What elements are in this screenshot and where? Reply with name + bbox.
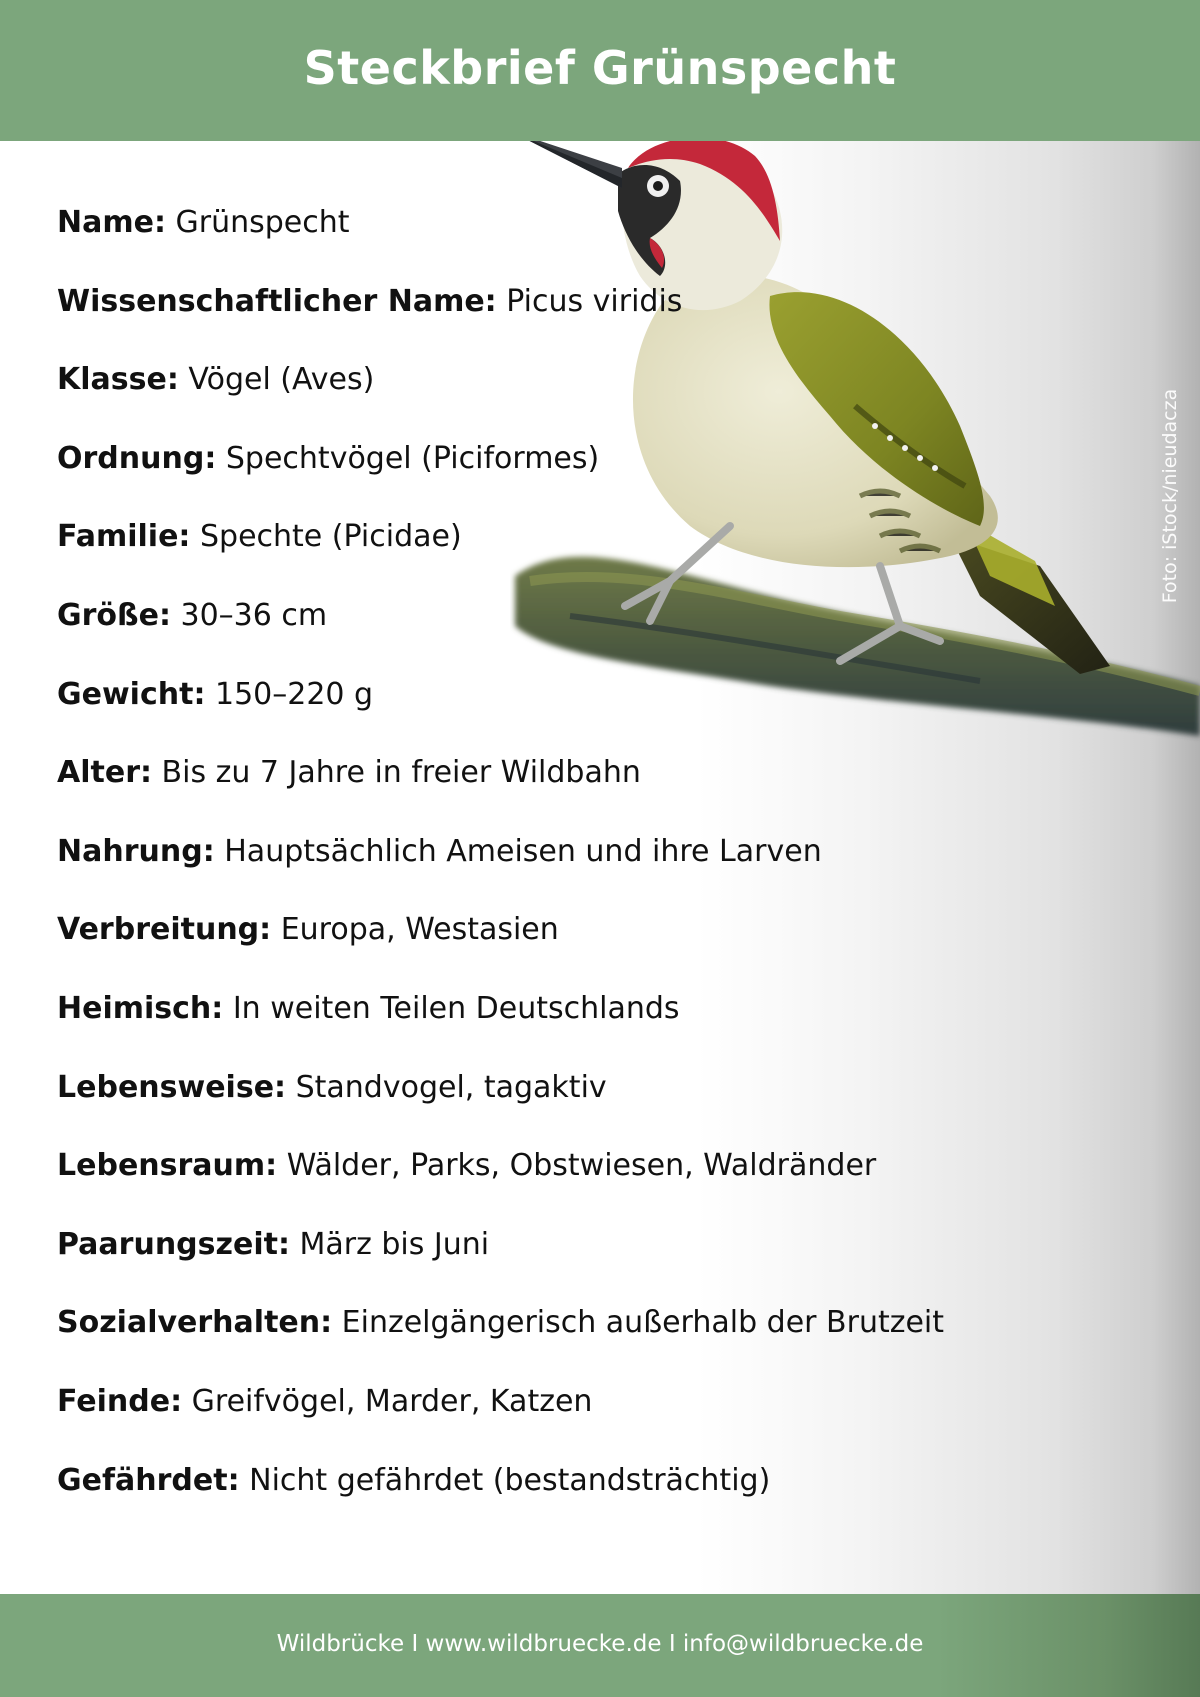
fact-value: Standvogel, tagaktiv	[295, 1069, 607, 1105]
fact-label: Ordnung:	[57, 440, 217, 476]
fact-label: Verbreitung:	[57, 912, 272, 948]
fact-value: In weiten Teilen Deutschlands	[232, 990, 680, 1026]
fact-size	[57, 598, 944, 677]
fact-mating-season	[57, 1227, 944, 1306]
fact-value: Hauptsächlich Ameisen und ihre Larven	[224, 833, 822, 869]
fact-label: Paarungszeit:	[57, 1226, 290, 1262]
fact-value: 150–220 g	[215, 676, 374, 712]
fact-diet	[57, 834, 944, 913]
fact-label: Gewicht:	[57, 676, 206, 712]
fact-order	[57, 441, 944, 520]
header-banner	[0, 0, 1200, 141]
fact-label: Alter:	[57, 755, 152, 791]
fact-label: Größe:	[57, 597, 171, 633]
fact-label: Gefährdet:	[57, 1462, 240, 1498]
fact-label: Familie:	[57, 519, 191, 555]
fact-enemies	[57, 1384, 944, 1463]
fact-label: Klasse:	[57, 362, 179, 398]
fact-value: Bis zu 7 Jahre in freier Wildbahn	[161, 755, 641, 791]
fact-distribution	[57, 912, 944, 991]
fact-value: Nicht gefährdet (bestandsträchtig)	[249, 1462, 771, 1498]
fact-list	[57, 205, 944, 1541]
fact-habitat	[57, 1148, 944, 1227]
fact-weight	[57, 677, 944, 756]
fact-value: Grünspecht	[175, 205, 350, 240]
fact-value: Spechtvögel (Piciformes)	[225, 440, 600, 476]
fact-social-behavior	[57, 1305, 944, 1384]
fact-value: Spechte (Picidae)	[199, 519, 462, 555]
fact-lifestyle	[57, 1070, 944, 1149]
fact-value: Greifvögel, Marder, Katzen	[191, 1383, 593, 1419]
fact-value: Vögel (Aves)	[188, 362, 375, 398]
fact-age	[57, 755, 944, 834]
fact-name	[57, 205, 944, 284]
fact-endangered	[57, 1463, 944, 1542]
fact-label: Feinde:	[57, 1383, 183, 1419]
fact-label: Name:	[57, 205, 166, 240]
fact-value: Europa, Westasien	[280, 912, 559, 948]
fact-label: Lebensweise:	[57, 1069, 287, 1105]
fact-value: Picus viridis	[506, 283, 683, 319]
fact-native	[57, 991, 944, 1070]
footer-contact-text: Wildbrücke I www.wildbruecke.de I info@wildbruecke.de	[276, 1630, 924, 1657]
fact-scientific-name	[57, 284, 944, 363]
footer-banner	[0, 1594, 1200, 1697]
fact-value: Wälder, Parks, Obstwiesen, Waldränder	[286, 1148, 877, 1184]
fact-family	[57, 519, 944, 598]
fact-value: März bis Juni	[299, 1226, 490, 1262]
fact-value: 30–36 cm	[180, 597, 328, 633]
fact-value: Einzelgängerisch außerhalb der Brutzeit	[341, 1305, 945, 1341]
fact-label: Wissenschaftlicher Name:	[57, 283, 497, 319]
fact-label: Lebensraum:	[57, 1148, 278, 1184]
fact-label: Nahrung:	[57, 833, 215, 869]
page-title: Steckbrief Grünspecht	[303, 40, 897, 95]
fact-sheet-body	[0, 141, 1200, 1594]
fact-label: Heimisch:	[57, 990, 224, 1026]
fact-label: Sozialverhalten:	[57, 1305, 333, 1341]
photo-credit: Foto: iStock/nieudacza	[1159, 388, 1181, 604]
fact-class	[57, 362, 944, 441]
